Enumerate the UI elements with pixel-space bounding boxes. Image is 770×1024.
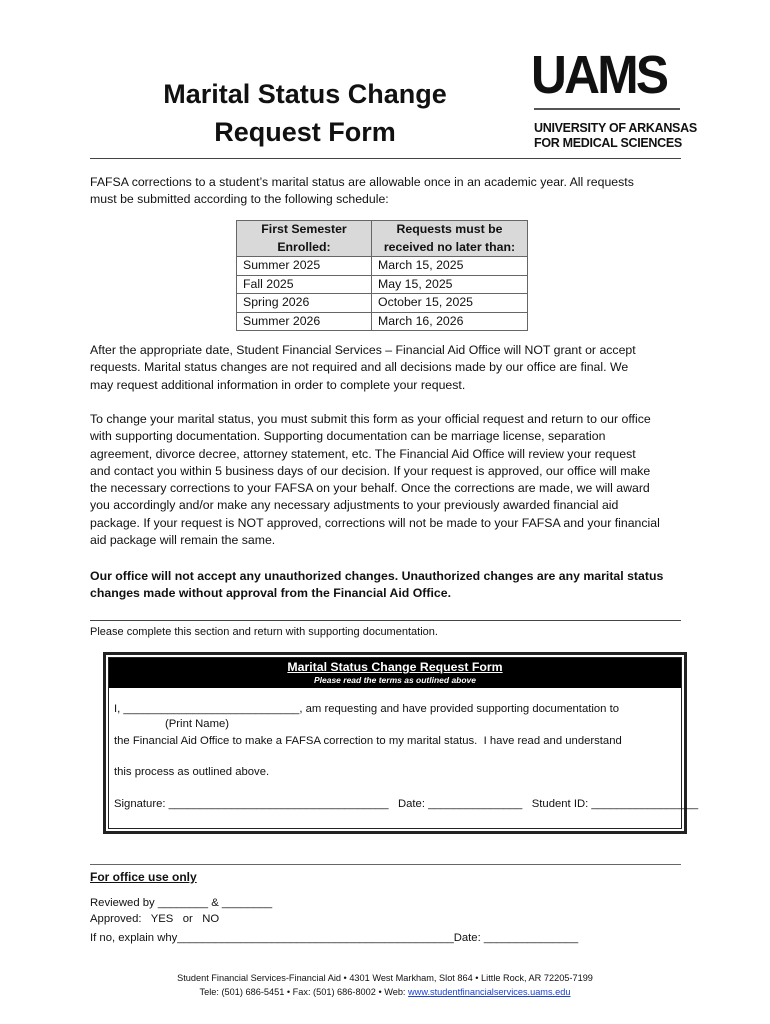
office-divider (90, 864, 681, 865)
section-divider (90, 620, 681, 621)
form-title-line2: Request Form (214, 117, 396, 147)
footer-contact (0, 985, 770, 999)
agreement-statement-end: this process as outlined above. (114, 766, 270, 778)
request-form-title: Marital Status Change Request Form (287, 660, 503, 674)
agreement-statement: the Financial Aid Office to make a FAFSA correction to my marital status. I have read and understand (114, 735, 622, 747)
header-divider (90, 158, 681, 159)
paragraph-line: requests. Marital status changes are not required and all decisions made by our office are final. We (90, 360, 629, 375)
table-row (237, 275, 528, 294)
table-header-row (237, 221, 528, 257)
deadline-cell: October 15, 2025 (372, 294, 528, 313)
warning-line: changes made without approval from the Financial Aid Office. (90, 586, 451, 601)
request-form-header (109, 658, 681, 688)
warning-line: Our office will not accept any unauthorized changes. Unauthorized changes are any marital status (90, 569, 664, 583)
table-row (237, 257, 528, 276)
column-header-deadline: Requests must be received no later than: (372, 221, 528, 257)
paragraph-line: you accordingly and/or make any necessary adjustments to your previously awarded financial aid (90, 498, 619, 513)
uams-logo: UAMS (531, 45, 667, 105)
deadline-cell: May 15, 2025 (372, 275, 528, 294)
semester-cell: Summer 2025 (237, 257, 372, 276)
paragraph-line: To change your marital status, you must submit this form as your official request and return to our office (90, 412, 651, 426)
paragraph-line: with supporting documentation. Supporting documentation can be marriage license, separation (90, 429, 606, 444)
unauthorized-warning (90, 568, 685, 603)
paragraph-line: After the appropriate date, Student Financial Services – Financial Aid Office will NOT grant or accept (90, 343, 636, 357)
office-use-heading: For office use only (90, 870, 197, 884)
table-row (237, 294, 528, 313)
intro-line: FAFSA corrections to a student’s marital status are allowable once in an academic year. All requests (90, 175, 634, 189)
logo-divider (534, 108, 680, 110)
paragraph-line: package. If your request is NOT approved, corrections will not be made to your FAFSA and your financial (90, 515, 660, 530)
logo-subtitle-line2: FOR MEDICAL SCIENCES (534, 136, 682, 150)
paragraph-line: may request additional information in order to complete your request. (90, 377, 466, 392)
approved-field[interactable]: Approved: YES or NO (90, 913, 220, 925)
instructions-paragraph (90, 411, 685, 549)
paragraph-line: agreement, divorce decree, attorney statement, etc. The Financial Aid Office will review your request (90, 446, 636, 461)
footer-contact-text: Tele: (501) 686-5451 • Fax: (501) 686-8002 • Web: (199, 987, 409, 997)
paragraph-line: the necessary corrections to your FAFSA on your behalf. Once the corrections are made, we will award (90, 481, 650, 496)
paragraph-line: aid package will remain the same. (90, 533, 276, 548)
table-row (237, 312, 528, 331)
intro-paragraph (90, 174, 685, 209)
semester-cell: Spring 2026 (237, 294, 372, 313)
deadline-policy-paragraph (90, 342, 685, 394)
section-note: Please complete this section and return with supporting documentation. (90, 626, 438, 638)
deadline-cell: March 16, 2026 (372, 312, 528, 331)
column-header-semester: First Semester Enrolled: (237, 221, 372, 257)
paragraph-line: and contact you within 5 business days of our decision. If your request is approved, our office will make (90, 463, 651, 478)
semester-cell: Fall 2025 (237, 275, 372, 294)
footer-address: Student Financial Services-Financial Aid • 4301 West Markham, Slot 864 • Little Rock, AR 72205-7199 (177, 973, 593, 983)
explain-date-field[interactable]: If no, explain why____________________________________________Date: _______________ (90, 932, 579, 944)
logo-subtitle-line1: UNIVERSITY OF ARKANSAS (534, 121, 697, 135)
website-link[interactable]: www.studentfinancialservices.uams.edu (408, 987, 571, 997)
form-title-line1: Marital Status Change (163, 79, 447, 109)
request-form-subtitle: Please read the terms as outlined above (313, 675, 477, 685)
semester-cell: Summer 2026 (237, 312, 372, 331)
print-name-statement[interactable]: I, ____________________________, am requesting and have provided supporting documentation to (114, 703, 619, 715)
intro-line: must be submitted according to the following schedule: (90, 192, 389, 207)
signature-date-id-fields[interactable]: Signature: ___________________________________ Date: _______________ Student ID: _________________ (114, 798, 699, 810)
schedule-table (236, 220, 528, 331)
reviewed-by-field[interactable]: Reviewed by ________ & ________ (90, 897, 273, 909)
print-name-label: (Print Name) (165, 718, 230, 730)
deadline-cell: March 15, 2025 (372, 257, 528, 276)
